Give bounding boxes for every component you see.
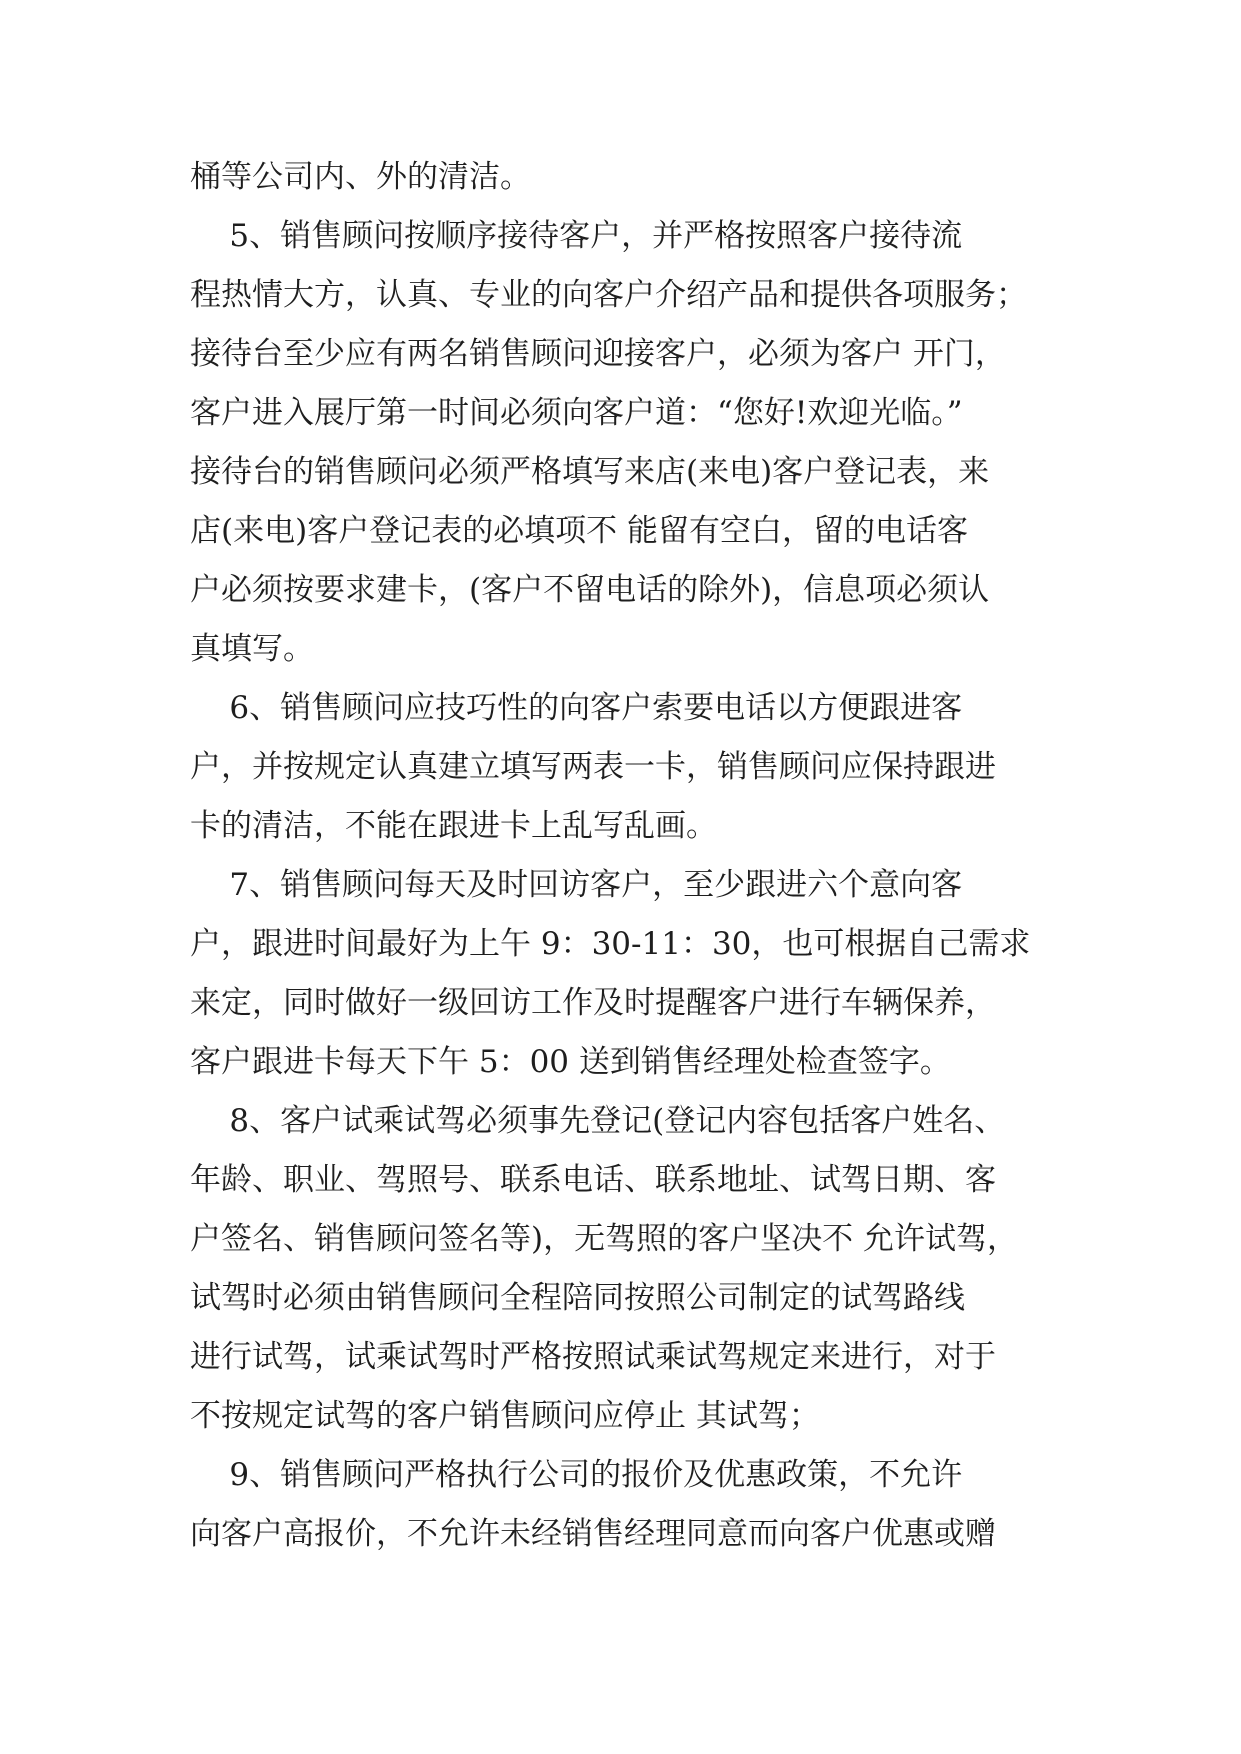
- text-line: 桶等公司内、外的清洁。: [190, 159, 531, 195]
- text-line: 接待台的销售顾问必须严格填写来店(来电)客户登记表，来: [190, 454, 990, 490]
- text-line: 7、销售顾问每天及时回访客户，至少跟进六个意向客: [190, 867, 963, 903]
- text-line: 试驾时必须由销售顾问全程陪同按照公司制定的试驾路线: [190, 1280, 965, 1316]
- text-line: 户必须按要求建卡，(客户不留电话的除外)，信息项必须认: [190, 572, 990, 608]
- text-line: 来定，同时做好一级回访工作及时提醒客户进行车辆保养，: [190, 985, 996, 1021]
- text-line: 进行试驾，试乘试驾时严格按照试乘试驾规定来进行，对于: [190, 1339, 996, 1375]
- text-line: 户签名、销售顾问签名等)，无驾照的客户坚决不 允许试驾，: [190, 1221, 1018, 1257]
- text-line: 客户跟进卡每天下午 5：00 送到销售经理处检查签字。: [190, 1044, 951, 1080]
- body-text: [190, 148, 1070, 1564]
- text-line: 卡的清洁，不能在跟进卡上乱写乱画。: [190, 808, 717, 844]
- text-line: 9、销售顾问严格执行公司的报价及优惠政策，不允许: [190, 1457, 963, 1493]
- text-line: 不按规定试驾的客户销售顾问应停止 其试驾；: [190, 1398, 820, 1434]
- text-line: 程热情大方，认真、专业的向客户介绍产品和提供各项服务；: [190, 277, 1027, 313]
- text-line: 5、销售顾问按顺序接待客户，并严格按照客户接待流: [190, 218, 963, 254]
- text-line: 户，并按规定认真建立填写两表一卡，销售顾问应保持跟进: [190, 749, 996, 785]
- text-line: 年龄、职业、驾照号、联系电话、联系地址、试驾日期、客: [190, 1162, 996, 1198]
- text-line: 8、客户试乘试驾必须事先登记(登记内容包括客户姓名、: [190, 1103, 1006, 1139]
- text-line: 6、销售顾问应技巧性的向客户索要电话以方便跟进客: [190, 690, 963, 726]
- text-line: 店(来电)客户登记表的必填项不 能留有空白，留的电话客: [190, 513, 969, 549]
- text-line: 接待台至少应有两名销售顾问迎接客户，必须为客户 开门，: [190, 336, 1006, 372]
- text-line: 向客户高报价，不允许未经销售经理同意而向客户优惠或赠: [190, 1516, 996, 1552]
- text-line: 真填写。: [190, 631, 314, 667]
- text-line: 户，跟进时间最好为上午 9：30-11：30，也可根据自己需求: [190, 926, 1031, 962]
- text-line: 客户进入展厅第一时间必须向客户道：“您好!欢迎光临。”: [190, 395, 963, 431]
